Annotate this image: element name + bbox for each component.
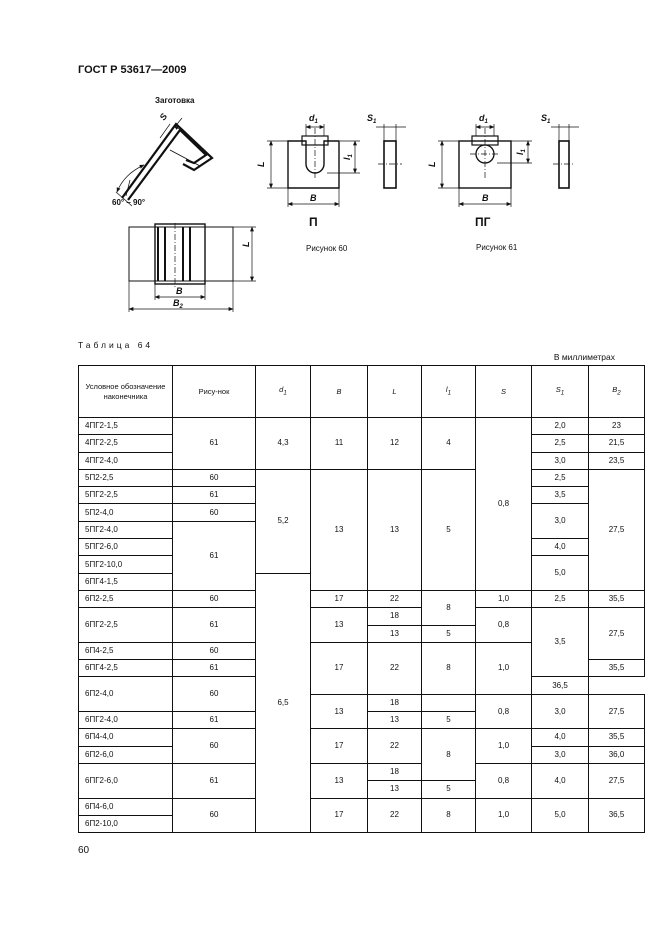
table-row: [79, 469, 645, 486]
designation-cell: 6ПГ4-2,5: [79, 660, 173, 677]
l1-cell: 5: [422, 625, 476, 642]
col-designation-header: Условное обозначение наконечника: [79, 366, 173, 418]
s1-cell: 2,5: [532, 469, 589, 486]
blank-side-view: [116, 118, 212, 206]
figure-cell: 61: [173, 487, 256, 504]
figure-60-caption: Рисунок 60: [306, 244, 348, 253]
l-cell: 22: [368, 729, 422, 764]
s-cell: 0,8: [476, 608, 532, 643]
b-cell: 17: [311, 590, 368, 607]
l-cell: 18: [368, 694, 422, 711]
figure-cell: 60: [173, 642, 256, 659]
b2-cell: 27,5: [589, 469, 645, 590]
fig60-dim-b-label: B: [310, 193, 317, 203]
fig61-dim-s1-label: $S_1$: [541, 113, 551, 125]
b-cell: 11: [311, 418, 368, 470]
figure-cell: 61: [173, 763, 256, 798]
l-cell: 13: [368, 712, 422, 729]
designation-cell: 6П4-4,0: [79, 729, 173, 746]
s1-cell: 5,0: [532, 556, 589, 591]
figure-cell: 61: [173, 712, 256, 729]
b2-cell: 35,5: [589, 660, 645, 677]
figure-cell: 60: [173, 469, 256, 486]
table-row: [79, 798, 645, 815]
l-cell: 13: [368, 625, 422, 642]
type-pg-label: ПГ: [475, 215, 491, 229]
s1-cell: 2,0: [532, 418, 589, 435]
designation-cell: 6ПГ2-4,0: [79, 712, 173, 729]
s-cell: 0,8: [476, 694, 532, 729]
table-row: [79, 763, 645, 780]
designation-cell: 4ПГ2-4,0: [79, 452, 173, 469]
figure-61-caption: Рисунок 61: [476, 243, 518, 252]
designation-cell: 6П2-6,0: [79, 746, 173, 763]
s1-cell: 3,0: [532, 504, 589, 539]
designation-cell: 6П4-2,5: [79, 642, 173, 659]
l1-cell: 8: [422, 798, 476, 833]
designation-cell: 5ПГ2-2,5: [79, 487, 173, 504]
angle-label: 60° – 90°: [112, 198, 146, 207]
figure-cell: 60: [173, 590, 256, 607]
blank-label: Заготовка: [155, 96, 195, 105]
l-cell: 13: [368, 781, 422, 798]
b2-cell: 23,5: [589, 452, 645, 469]
designation-cell: 5ПГ2-10,0: [79, 556, 173, 573]
b2-cell: 27,5: [589, 763, 645, 798]
b2-cell: 21,5: [589, 435, 645, 452]
figure-cell: 61: [173, 660, 256, 677]
figure-cell: 61: [173, 608, 256, 643]
b2-cell: 27,5: [589, 608, 645, 660]
s-cell: 1,0: [476, 798, 532, 833]
fig61-dim-l-label: L: [427, 161, 437, 167]
fig60-dim-l1-label: $l_1$: [342, 154, 354, 160]
col-l-header: L: [368, 366, 422, 418]
figure-cell: 61: [173, 521, 256, 590]
blank-dim-b-label: B: [176, 286, 183, 296]
fig60-dim-s1-label: $S_1$: [367, 113, 377, 125]
s1-cell: 4,0: [532, 539, 589, 556]
l1-cell: 8: [422, 729, 476, 781]
designation-cell: 6ПГ2-6,0: [79, 763, 173, 798]
figure-cell: 60: [173, 504, 256, 521]
s-cell: 1,0: [476, 642, 532, 694]
designation-cell: 6ПГ4-1,5: [79, 573, 173, 590]
s1-cell: 2,5: [532, 590, 589, 607]
l1-cell: 8: [422, 642, 476, 694]
s-cell: 1,0: [476, 590, 532, 607]
page-number: 60: [78, 845, 90, 856]
table-row: [79, 418, 645, 435]
b-cell: 13: [311, 469, 368, 590]
col-d1-header: $d_1$: [256, 366, 311, 418]
l-cell: 13: [368, 469, 422, 590]
s-cell: 0,8: [476, 763, 532, 798]
b2-cell: 27,5: [589, 694, 645, 729]
designation-cell: 6П2-2,5: [79, 590, 173, 607]
s1-cell: 3,0: [532, 694, 589, 729]
designation-cell: 6ПГ2-2,5: [79, 608, 173, 643]
b-cell: 13: [311, 694, 368, 729]
l-cell: 18: [368, 763, 422, 780]
b2-cell: 36,5: [589, 798, 645, 833]
col-figure-header: Рису-нок: [173, 366, 256, 418]
col-b2-header: $B_2$: [589, 366, 645, 418]
b-cell: 17: [311, 642, 368, 694]
table-row: [79, 729, 645, 746]
technical-drawing: [0, 0, 661, 330]
designation-cell: 6П2-10,0: [79, 815, 173, 832]
s1-cell: 3,0: [532, 452, 589, 469]
figure-cell: 61: [173, 418, 256, 470]
l-cell: 18: [368, 608, 422, 625]
blank-dim-b2-label: $B_2$: [173, 298, 183, 310]
designation-cell: 5П2-2,5: [79, 469, 173, 486]
l1-cell: 5: [422, 712, 476, 729]
b2-cell: 36,0: [589, 746, 645, 763]
fig61-dim-d1-label: $d_1$: [479, 113, 488, 125]
s1-cell: 2,5: [532, 435, 589, 452]
figure-61-drawing: [438, 124, 579, 207]
s1-cell: 3,5: [532, 487, 589, 504]
l-cell: 22: [368, 590, 422, 607]
table-row: [79, 608, 645, 625]
l-cell: 12: [368, 418, 422, 470]
table-row: [79, 590, 645, 607]
col-s1-header: $S_1$: [532, 366, 589, 418]
b-cell: 13: [311, 763, 368, 798]
l1-cell: 5: [422, 781, 476, 798]
fig60-dim-l-label: L: [256, 161, 266, 167]
b2-cell: 23: [589, 418, 645, 435]
s1-cell: 4,0: [532, 729, 589, 746]
l-cell: 22: [368, 642, 422, 694]
designation-cell: 5ПГ2-6,0: [79, 539, 173, 556]
s1-cell: 4,0: [532, 763, 589, 798]
spec-table: [78, 365, 645, 833]
b2-cell: 35,5: [589, 590, 645, 607]
dim-s-label: S: [157, 111, 170, 123]
s-cell: 0,8: [476, 418, 532, 591]
fig60-dim-d1-label: $d_1$: [309, 113, 318, 125]
designation-cell: 6П2-4,0: [79, 677, 173, 712]
table-caption: Таблица 64: [78, 340, 154, 350]
col-l1-header: $l_1$: [422, 366, 476, 418]
type-p-label: П: [309, 215, 318, 229]
d1-cell: 5,2: [256, 469, 311, 573]
s1-cell: 5,0: [532, 798, 589, 833]
fig61-dim-b-label: B: [482, 193, 489, 203]
l1-cell: 8: [422, 590, 476, 625]
d1-cell: 4,3: [256, 418, 311, 470]
fig61-dim-l1-label: $l_1$: [515, 149, 527, 155]
col-s-header: S: [476, 366, 532, 418]
designation-cell: 6П4-6,0: [79, 798, 173, 815]
document-header: ГОСТ Р 53617—2009: [78, 64, 187, 76]
designation-cell: 5ПГ2-4,0: [79, 521, 173, 538]
l1-cell: 5: [422, 469, 476, 590]
b2-cell: 36,5: [532, 677, 589, 694]
table-header-row: [79, 366, 645, 418]
l1-cell: 4: [422, 418, 476, 470]
designation-cell: 4ПГ2-1,5: [79, 418, 173, 435]
l-cell: 22: [368, 798, 422, 833]
figure-cell: 60: [173, 677, 256, 712]
col-b-header: B: [311, 366, 368, 418]
b-cell: 17: [311, 729, 368, 764]
figure-cell: 60: [173, 729, 256, 764]
designation-cell: 5П2-4,0: [79, 504, 173, 521]
figure-cell: 60: [173, 798, 256, 833]
b-cell: 13: [311, 608, 368, 643]
designation-cell: 4ПГ2-2,5: [79, 435, 173, 452]
b-cell: 17: [311, 798, 368, 833]
s-cell: 1,0: [476, 729, 532, 764]
s1-cell: 3,0: [532, 746, 589, 763]
blank-flat-view: [129, 223, 256, 312]
units-note: В миллиметрах: [553, 352, 615, 362]
s1-cell: 3,5: [532, 608, 589, 677]
d1-cell: 6,5: [256, 573, 311, 832]
blank-dim-l-label: L: [241, 241, 251, 247]
l1-cell: [422, 694, 476, 711]
b2-cell: 35,5: [589, 729, 645, 746]
figure-60-drawing: [267, 124, 406, 207]
